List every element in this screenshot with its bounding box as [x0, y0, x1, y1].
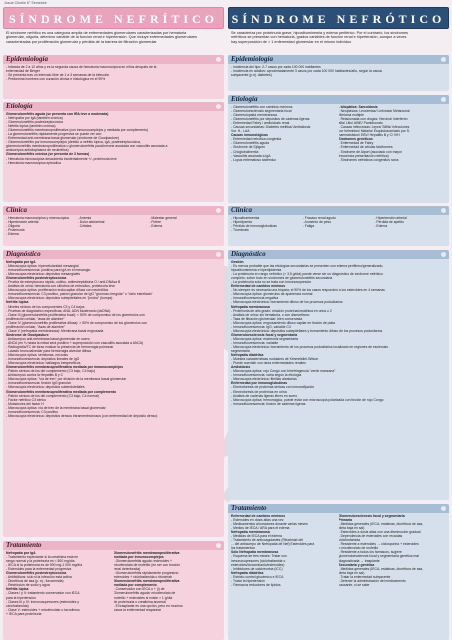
text-line: rango normal y la proteinuria es < 500 mg/día — [6, 559, 75, 564]
section-heading: Etiología — [3, 102, 224, 111]
text-line: Glomerulonefritis postestreptocócica — [6, 571, 67, 576]
text-line: ◦ Glomerulonefritis por inmunocomplejos (debido a nefritis lúpica, IgA, postestreptocócica, — [6, 140, 141, 145]
text-line: Secundaria y genética — [338, 562, 375, 567]
text-line: - Malestar general — [149, 216, 177, 220]
nephrotic-title: SÍNDROME NEFRÓTICO — [228, 7, 449, 29]
epidemiology-text — [228, 64, 449, 78]
text-line: Nefropatía membranosa — [231, 304, 270, 309]
text-line: - Causas secundarias: Diabetes mellitus/ Amiloidosis — [231, 125, 311, 130]
text-line: Nefropatía membranosa — [231, 530, 270, 535]
nephritic-diagnosis — [3, 250, 224, 537]
text-line: Enfermedad por inmunoglobulinas — [231, 381, 288, 386]
text-line: - Microscopía óptica: semilunas, necrosis — [6, 353, 68, 358]
text-line: por helmintos/ Malaria/ Esquistosomiasis por S. — [338, 129, 410, 134]
stethoscope-icon — [216, 208, 221, 213]
text-line: - Microscopía óptica: hipercelularidad mesangial — [6, 264, 79, 269]
text-line: - Tratar la enfermedad subyacente — [338, 574, 391, 579]
text-line: - Inmunofluorescencia: variable — [231, 340, 279, 345]
text-line: - Hipoalbuminemia — [231, 216, 260, 220]
text-line: dieta baja en sal) — [338, 570, 365, 575]
text-line: - La glomerulonefritis rápidamente progresiva se puede ver con: — [6, 132, 103, 137]
text-line: Glomerulonefritis membranoproliferativa mediada por inmunocomplejos — [6, 365, 123, 370]
text-line: haematobium/ EBV/ Hepatitis B y C/ VIH — [338, 133, 400, 138]
text-line: Glomerulonefritis crónica (se presenta de 3 formas) — [6, 152, 90, 157]
text-line: inmunosupresores (ciclofosfamida o — [231, 558, 286, 563]
text-line: - Inhibidores de calcineurina (ICC) — [231, 566, 283, 571]
text-line: esteroides + ciclofosfamida o rituximab — [113, 575, 173, 580]
text-line: - Mutaciones del factor H — [6, 401, 44, 406]
text-line: - Clase V (nefropatía membranosa): Membrana basal engrosada — [6, 328, 104, 333]
text-line: frecuencia presentación nefrítica) — [338, 153, 389, 158]
text-line: - Crioglobulinemia — [231, 149, 259, 154]
text-line: - Relacionada con drogas: Heroína/ Interferón — [338, 117, 408, 122]
text-line: - Hematuria macroscópica y microscópica — [6, 216, 69, 220]
text-line: - Diuréticos de asa (p. ej., furosemida) — [6, 579, 64, 584]
text-line: Glomeruloesclerosis focal y segmentaria — [231, 332, 298, 337]
text-line: - Microscopía electrónica: borramiento difuso de los procesos podocitarios — [231, 300, 343, 305]
text-line: - Microscopía óptica: engrosamiento difuso capilar en tinción de plata — [231, 320, 336, 325]
pill-icon — [216, 543, 221, 548]
text-line: glomerulonefritis membranoproliferativa o glomerulonefritis pauciinmune asociada con vasculitis asociada a — [6, 144, 168, 149]
microscope-icon — [441, 252, 446, 257]
treatment-list — [228, 513, 449, 588]
text-line: - Lavado broncoalveolar para hemorragia alveolar difusa — [6, 349, 92, 354]
text-line: - Tasa de filtración glomerular: bien conservada — [231, 316, 303, 321]
text-line: - Enfermedad de Fabry — [338, 141, 374, 146]
text-line: - Dolor abdominal — [77, 220, 105, 225]
text-line: - Tratar la hipertensión — [231, 578, 265, 583]
text-line: mediada por complemento — [113, 583, 157, 588]
text-line: - Aumento de peso — [302, 220, 332, 225]
text-line: - Microscopía electrónica: borramiento de los procesos podocitarios localizado en regiones de esclerosis — [231, 344, 388, 349]
text-line: - Glomerulopatía membranosa — [231, 113, 277, 118]
list-column — [374, 216, 446, 232]
text-line: - Inmunofluorescencia: depósitos lineales de IgG — [6, 357, 80, 362]
microscope-icon — [216, 252, 221, 257]
text-line: - Fiebre — [149, 220, 162, 225]
text-line: - Clases I y II: tratamiento conservador con IECA — [6, 591, 80, 596]
section-heading: Diagnóstico — [3, 250, 224, 259]
text-line: - Microscopía óptica: "vía de tren" por división de la membrana basal glomerular — [6, 377, 127, 382]
text-line: - Medidas generales (IECA, estatinas, diuréticos de asa, — [338, 566, 424, 571]
section-heading: Etiología — [228, 95, 449, 104]
virus-icon — [216, 104, 221, 109]
text-line: - Glomerulonefritis aguda — [231, 141, 270, 146]
text-line: - Inmunofluorescencia negativa — [231, 296, 279, 301]
text-line: Vsr. H., LAA — [231, 129, 250, 134]
text-line: hipoalbuminemia e hiperlipidemia — [231, 268, 282, 273]
text-line: - El trasplante es una opción, pero en muchos — [113, 603, 183, 608]
nephritic-epidemiology — [3, 55, 224, 99]
text-line: Primaria — [338, 518, 353, 523]
text-line: - Pérdida de apetito — [374, 220, 404, 225]
diagnosis-text — [228, 259, 449, 407]
text-line: - Muestra características nodulares de Kimmelstiel-Wilson — [231, 357, 319, 362]
chart-icon — [216, 57, 221, 62]
text-line: - Medidas generales (IECA, estatinas, diuréticos de asa, — [338, 522, 424, 527]
text-line: Síndromes genéticos — [338, 137, 373, 142]
text-line: ... del anticuerpo de Nefropatía de Nef) Esteroides para — [231, 542, 315, 547]
text-line: - Microscopía electrónica: depósitos densos intramembranosos (con enfermedad de depósito denso) — [6, 413, 158, 418]
text-line: - Esteroides en dosis altas una vez — [231, 518, 284, 523]
text-line: casos la enfermedad reaparece — [113, 607, 162, 612]
text-line: Nefropatía por IgA — [6, 260, 36, 264]
text-line: - Restricción de sodio y agua — [6, 583, 50, 588]
nephrotic-treatment — [228, 504, 449, 640]
text-line: - Inmunofluorescencia: varía según la etiología — [231, 373, 302, 378]
text-line: - Idiopática: Sarcoidosis — [338, 105, 378, 109]
text-line: Nefropatía por IgA — [6, 551, 36, 555]
text-line: - Glomerulonefritis postestreptocócica — [6, 120, 63, 125]
text-line: - Enfermedad nefrótica congénita — [231, 137, 282, 142]
list-column — [339, 514, 447, 587]
text-line: glomeruloesclerosis focal y segmentaria genética mal — [338, 554, 419, 559]
text-line: - Medios de IECA / ARA para el edema — [231, 526, 290, 531]
text-line: - Neoplásica: Leucemias/ Linfomas/ Melanoma/ — [338, 109, 410, 114]
text-line: - Glomerulonefritis membranoproliferativa (con inmunocomplejos y mediada por complemento) — [6, 128, 149, 133]
text-line: - Microscopía electrónica: fibrillas aleatorias — [231, 377, 297, 382]
nephritic-title: SÍNDROME NEFRÍTICO — [3, 7, 224, 29]
text-line: - Dependencia de esteroides con recaídas — [338, 534, 403, 539]
text-line: - Electroforesis de proteínas en orina — [231, 389, 287, 394]
list-column — [303, 216, 375, 232]
nephritic-column — [3, 7, 224, 616]
text-line: - Enfermedad Fabry / amiloidosis renal — [231, 121, 290, 126]
text-line: - Hematuria microscópica descubierta incidentalmente +/- proteinuria leve — [6, 156, 117, 161]
text-line: o micofenolato de mofetilo — [338, 546, 379, 551]
etiology-text — [3, 111, 224, 166]
text-line: Enfermedad de cambios mínimos — [231, 514, 286, 518]
text-line: - Microscopía óptica: esclerosis segmentaria — [231, 336, 298, 341]
list-column — [114, 551, 222, 616]
text-line: - Glomeruloesclerosis segmentaria focal — [231, 109, 292, 114]
section-heading: Epidemiología — [228, 55, 449, 64]
text-line: diagnosticada → trasplante — [338, 558, 380, 563]
text-line: - Lupus eritematoso sistémico — [231, 157, 277, 162]
etiology-list — [228, 104, 449, 163]
text-line: - Patrón séricos de los del complemento (C3 bajo, C4 normal) — [6, 393, 99, 398]
text-line: - Edema — [374, 224, 388, 229]
text-line: - Incidencia en adultos: aproximadamente 3 casos por cada 100 000 habitantes/año, según la causa — [231, 69, 382, 74]
list-column — [6, 216, 78, 236]
text-line: subyacente (p.ej. diabetes) — [231, 73, 272, 78]
text-line: esteroides/clorambucilo/esteroides) — [231, 562, 285, 567]
text-line: - Se presenta tras un intervalo libre de 1 a 3 semanas de la infección — [6, 73, 110, 78]
text-line: - Proteinuria — [6, 228, 25, 233]
epidemiology-text — [3, 64, 224, 82]
text-line: - Edema — [6, 232, 19, 237]
text-line: Amiloidosis — [231, 365, 251, 370]
text-line: los tratamientos — [231, 546, 255, 551]
clinical-list — [228, 215, 449, 233]
text-line: - Análisis de cadenas ligeras libres en suero — [231, 393, 298, 398]
text-line: - Hematuria macroscópica episódica — [6, 160, 61, 165]
text-line: dieta baja en sal) — [338, 526, 365, 531]
text-line: - Microscopía electrónica: depósitos subepiteliales en "joroba" (humps) — [6, 296, 113, 301]
text-line: - Tratamiento expectante si la creatinina está en — [6, 555, 79, 560]
chart-icon — [441, 57, 446, 62]
text-line: Síndrome de Goodpasture — [6, 332, 49, 337]
text-line: - Predomina hombres con curación clínica e histológica en el 90% — [6, 77, 106, 82]
text-line: - Clase IV (glomerulonefritis proliferativa difusa): > 50% de compromiso de los glomérulos con — [6, 320, 148, 325]
text-line: Causas inmunológicas — [231, 133, 268, 138]
text-line: - Prueba de estreptococo rápido, cultivo, antiestreptolisina O / anti-DNAsa B — [6, 280, 121, 285]
text-line: - Anticuerpos anti-membrana basal glomerular en suero — [6, 336, 90, 341]
nephrotic-column — [228, 7, 449, 587]
text-line: para la hipertensión — [6, 595, 36, 600]
text-line: - Vasculitis asociada a IgA — [231, 153, 271, 158]
text-line: Glomerulonefritis membranoproliferativa mediada por complemento — [6, 389, 117, 394]
text-line: renal deteriorada) — [113, 567, 141, 572]
text-line: - La proteinuria sola no se trata con inmunosupresión — [231, 280, 312, 285]
text-line: - Nefritis lúpica (también crónica) — [6, 124, 56, 129]
text-line: - Microscopía óptica: hemorrágica, puede estar con microscopía polarizada con tinción de rojo Congo — [231, 397, 384, 402]
text-line: - Tratamiento de anticoagulantes (Rituximab del — [231, 538, 303, 543]
text-line: - Anticuerpos contra la Hepatitis B y C — [6, 373, 64, 378]
text-line: - Radiografía/TC de tórax evaluar la presencia de hemorragia pulmonar — [6, 344, 114, 349]
text-line: - Hipertensión arterial — [374, 216, 407, 220]
text-line: - Microscopía óptica: rojo Congo con birrefringencia "verde manzana" — [231, 369, 336, 374]
text-line: - Microscopía óptica: proliferación endocapilar difusa con neutrófilos — [6, 288, 109, 293]
text-line: - Antibióticos: sólo si la infección está activa — [6, 575, 72, 580]
text-line: - Proteinuria de alto grado: relación proteína/creatinina en orina ≥ 2 — [231, 308, 332, 313]
text-line: - Microscopía electrónica: hallazgos inespecíficos — [6, 361, 81, 366]
text-line: - Microscopía electrónica: depósitos subepiteliales y borramiento difuso de los procesos podocitarios — [231, 328, 383, 333]
text-line: - Glomerulonefritis con cambios mínimos — [231, 105, 293, 109]
text-line: - Inmunofluorescencia: C3 positivo, patrón granular de IgG "grumoso irregular" o "cielo estrellado" — [6, 292, 153, 297]
text-line: mediada por inmunocomplejos — [113, 555, 164, 560]
text-line: - Patrón séricos de los del complemento (C3 bajo, C4 bajo) — [6, 369, 95, 374]
virus-icon — [441, 97, 446, 102]
section-heading: Diagnóstico — [228, 250, 449, 259]
text-line: - Estricto control glucémico e IECA — [231, 574, 284, 579]
text-line: mofetilo + esteroides si existe > 1 g/día — [113, 595, 173, 600]
text-line: completo, sobre todo en síndromes de glomerulonefritis secundaria — [231, 276, 333, 281]
section-heading: Tratamiento — [3, 541, 224, 550]
text-line: ciclofosfamida — [338, 538, 360, 543]
text-line: - Fracaso renal agudo — [302, 216, 336, 220]
text-line: - Síndrome de Alport (asociado con mayor — [338, 149, 403, 154]
text-line: - Inmunofluorescencia: C3 positivo — [6, 409, 59, 414]
text-line: - Fatiga — [302, 224, 315, 229]
list-column — [149, 216, 221, 236]
text-line: - Análisis de orina: hematuria con cilindros de eritrocitos, proteinuria leve — [6, 284, 115, 289]
text-line: micofenolato de mofetilo (en ser con función — [113, 563, 181, 568]
text-line: ciclofosfamida) — [6, 603, 29, 608]
section-heading: Clínica — [228, 206, 449, 215]
text-line: - Resistente a esteroides → ciclosporina + esteroides — [338, 542, 419, 547]
text-line: Enfermedad de cambios mínimos — [231, 284, 286, 289]
text-line: - Análisis de orina: sin hematuria, o con dismorfismo — [231, 312, 310, 317]
text-line: - Inmunofluorescencia: tinción de cadenas ligeras — [231, 401, 306, 406]
treatment-list — [3, 550, 224, 617]
text-line: - Incidencia del tipo: 2-7 casos por cada 100 000 habitantes — [231, 65, 321, 69]
text-line: - Microscopía electrónica: depósitos mesangiales — [6, 272, 81, 277]
text-line: Glomeruloesclerosis focal y segmentaria — [338, 514, 405, 518]
text-line: de proteinuria o creatinina anormal — [113, 599, 166, 604]
text-line: - Clases III y IV: inmunosupresores (esteroides y — [6, 599, 79, 604]
text-line: - Trombosis — [231, 228, 249, 233]
text-line: - Glomerulonefritis aguda: esteroides + — [113, 559, 173, 564]
text-line: - Inmunofluorescencia: tinción IgG granular — [6, 381, 71, 386]
text-line: - IECA si la proteinuria es de 500 mg-1 000 mg/día — [6, 563, 83, 568]
list-column — [6, 551, 114, 616]
text-line: Glomerulonefritis membranoproliferativa — [113, 551, 180, 555]
text-line: - Inmunofluorescencia: positiva para IgA en el mesangio — [6, 268, 91, 273]
text-line: proliferación celular, "asas de alambre" — [6, 316, 65, 321]
text-line: - Esquema de tres meses: Tratar con — [231, 554, 287, 559]
text-line: - Microscopía electrónica: depósitos subendoteliales — [6, 385, 85, 390]
text-line: - Anemia — [77, 216, 92, 220]
section-heading: Clínica — [3, 206, 224, 215]
text-line: Glomerulonefritis postestreptocócica — [6, 276, 67, 281]
text-line: - Esteroides a dosis altas con una disminución gradual — [338, 530, 421, 535]
text-line: - Síndrome de Sjögren — [231, 145, 266, 150]
text-line: - Medicamentos ahorradores durante varias meses — [231, 522, 308, 527]
list-column — [231, 514, 339, 587]
text-line: - Nefropatía por IgA (también crónica) — [6, 116, 63, 121]
author-label: Josue Chuble 6° Semestre — [4, 1, 47, 5]
text-line: - No siempre es necesaria una biopsia; el 90% de los casos responden a los esteroides en 4 semanas — [231, 288, 385, 293]
list-column — [78, 216, 150, 236]
text-line: - ANCA (en ⅓ hasta la mitad será positivo + superposición con vasculitis asociada a ANCA) — [6, 340, 144, 345]
text-line: Glomerulonefritis membranoproliferativa — [113, 579, 180, 584]
text-line: - Esteroides para la enfermedad progresiva — [6, 567, 72, 572]
list-column — [231, 216, 303, 232]
text-line: - Hiperlipemia — [231, 220, 252, 225]
text-line: - Inmunofluorescencia: IgG, variable C3 — [231, 324, 291, 329]
text-line: - Síndromes nefróticos congénitos raros — [338, 157, 399, 162]
text-line: proliferación celular, "Asas de alambre" — [6, 324, 65, 329]
nephrotic-clinical — [228, 206, 449, 246]
text-line: Sólo Nefropatía membranosa — [231, 550, 279, 555]
diagnosis-text — [3, 259, 224, 419]
text-line: Gestión — [231, 260, 244, 264]
text-line: Glomerulonefritis aguda: micofenolato de — [113, 591, 176, 596]
text-line: - Detener la administración del medicamento — [338, 578, 406, 583]
text-line: - Cefalea — [77, 224, 92, 229]
text-line: - Electroforesis de proteínas séricas con inmunofijación — [231, 385, 315, 390]
text-line: causante, si se sabe — [338, 582, 370, 587]
text-line: - Conservador con IECA o + (i) de — [113, 587, 165, 592]
text-line: - Pruebas de diagnóstico específicas: ANA, ADN bicatenario (dsDNA) — [6, 308, 111, 313]
text-line: Glomerulonefritis aguda (se presenta con IRA leve a moderada) — [6, 112, 109, 116]
nephritic-treatment — [3, 541, 224, 640]
text-line: - Clase V: esteroides + micofenolato o tacrolimus — [6, 607, 80, 612]
text-line: - Fármacos reductores de lípidos — [231, 582, 281, 587]
text-line: - Clase III (glomerulonefritis proliferativa focal): < 50% de compromiso de los glomérulos con — [6, 312, 145, 317]
text-line: - Microscopía óptica: vía de tren de la membrana basal glomerular — [6, 405, 106, 410]
text-line: - Factor nefrítico C3 sérico — [6, 397, 46, 402]
text-line: - Hipertensión arterial — [6, 220, 39, 225]
text-line: - Enfermedad de células falciformes — [338, 145, 393, 150]
text-line: Mieloma múltiple — [338, 113, 364, 118]
text-line: - Causas infecciosas: Lepra/ Sífilis/ Infecciones — [338, 125, 410, 130]
nephritic-etiology — [3, 102, 224, 202]
stethoscope-icon — [441, 208, 446, 213]
nephritic-clinical — [3, 206, 224, 246]
text-line: - Puede coexistir con otras enfermedades renales — [231, 361, 306, 366]
text-line: - Es menos probable que las etiologías secundarias se presenten con edema periférico/generalizado, — [231, 264, 384, 269]
nephrotic-epidemiology — [228, 55, 449, 91]
text-line: - Glomerulonefritis rápidamente progresiva: — [113, 571, 179, 576]
text-line: - La proteinuria en rango nefrótico (> 3,5 g/día) puede verse sin un diagnóstico de síndrome nefrótico — [231, 272, 383, 277]
text-line: + IECA para proteinuria — [6, 611, 42, 616]
text-line: - Resistente a todos los fármacos, sugiere — [338, 550, 402, 555]
text-line: enfermedad de Berger — [6, 69, 40, 74]
text-line: - Niveles séricos de los componentes C3 y C4 bajos — [6, 304, 85, 309]
text-line: segmentaria — [231, 349, 250, 354]
text-line: - Edema — [149, 224, 163, 229]
text-line: ◦ Enfermedad anti-membrana basal glomerular (síndrome de Goodpasture) — [6, 136, 119, 141]
list-column — [231, 105, 339, 162]
text-line: Nefritis lúpica — [6, 300, 29, 305]
text-line: Nefropatía diabética — [231, 570, 264, 575]
text-line: - Medidas de IECA para el edema — [231, 534, 282, 539]
text-line: - Microscopía óptica: glomérulos de apariencia normal — [231, 292, 313, 297]
clinical-list — [3, 215, 224, 237]
nephrotic-diagnosis — [228, 250, 449, 500]
section-heading: Epidemiología — [3, 55, 224, 64]
text-line: - Glomerulonefritis por depósitos de cadenas ligeras — [231, 117, 310, 122]
nephritic-intro: El síndrome nefrítico es una categoría amplia de enfermedades glomerulares caracterizadas por hematuria glomerular, oliguria, deterioro variable de la función renal e hipertensión. Que incluye enfermedades glomerulares caracterizadas por proliferación glomerular y pérdida de la barrera de filtración glomerular — [6, 31, 198, 44]
text-line: alfa/ Litio/ AINE/ Pamidronato — [338, 121, 383, 126]
list-column — [339, 105, 447, 162]
section-heading: Tratamiento — [228, 504, 449, 513]
nephrotic-intro: Se caracteriza por proteinuria grave, hipoalbuminemia y edema periférico. Por el contrario, los síndromes nefríticos se presentan con hematuria, grados variables de función renal e hipertensión, aunque a veces hay superposición de > 1 enfermedad glomerular en el mismo individuo — [231, 31, 409, 44]
text-line: - Oliguria — [6, 224, 20, 229]
text-line: anticuerpos anticitoplasma de neutrófilos) — [6, 148, 69, 153]
text-line: - Pérdida de inmunoglobulinas — [231, 224, 277, 229]
nephrotic-etiology — [228, 95, 449, 203]
text-line: Nefritis lúpica — [6, 587, 29, 592]
pill-icon — [441, 506, 446, 511]
text-line: Nefropatía diabética — [231, 353, 264, 358]
text-line: - Infancia de 2 a 12 años y es la segunda causa de hematuria macroscópica en niños después de la — [6, 65, 157, 69]
